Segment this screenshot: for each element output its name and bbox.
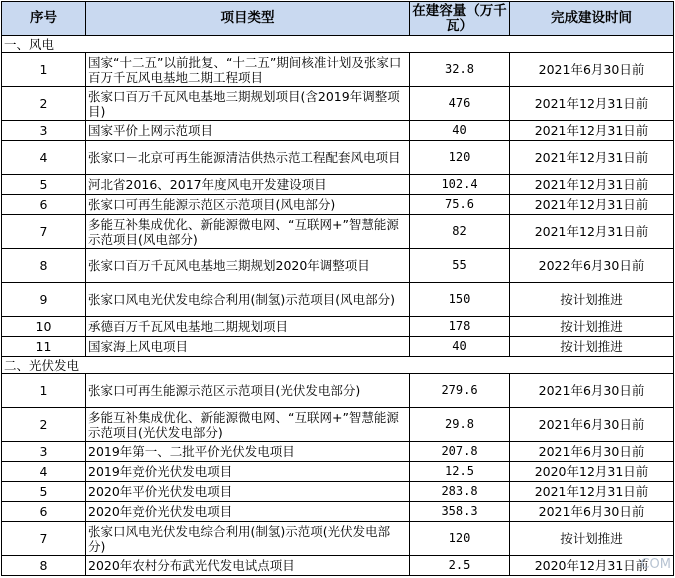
capacity-value: 283.8: [410, 482, 510, 502]
watermark: COM: [640, 557, 671, 572]
row-number: 7: [2, 522, 86, 556]
table-row: [2, 249, 674, 283]
table-row: [2, 175, 674, 195]
completion-date: 2021年12月31日前: [510, 121, 674, 141]
completion-date: 2021年12月31日前: [510, 195, 674, 215]
project-name: 2020年农村分布武光代发电试点项目: [86, 556, 410, 576]
completion-date: 2020年12月31日前: [510, 556, 674, 576]
row-number: 4: [2, 141, 86, 175]
section-row: [2, 36, 674, 53]
project-name: 2020年平价光伏发电项目: [86, 482, 410, 502]
row-number: 8: [2, 556, 86, 576]
row-number: 1: [2, 53, 86, 87]
project-name: 2019年竞价光伏发电项目: [86, 462, 410, 482]
completion-date: 按计划推进: [510, 337, 674, 357]
row-number: 3: [2, 121, 86, 141]
table-row: [2, 482, 674, 502]
section-title: 一、风电: [2, 36, 674, 53]
completion-date: 按计划推进: [510, 283, 674, 317]
completion-date: 2021年6月30日前: [510, 408, 674, 442]
capacity-value: 358.3: [410, 502, 510, 522]
completion-date: 按计划推进: [510, 317, 674, 337]
capacity-value: 120: [410, 141, 510, 175]
row-number: 5: [2, 482, 86, 502]
capacity-value: 476: [410, 87, 510, 121]
completion-date: 按计划推进: [510, 522, 674, 556]
project-name: 国家平价上网示范项目: [86, 121, 410, 141]
table-row: [2, 374, 674, 408]
project-name: 多能互补集成优化、新能源微电网、“互联网+”智慧能源示范项目(风电部分): [86, 215, 410, 249]
completion-date: 2021年12月31日前: [510, 215, 674, 249]
row-number: 2: [2, 87, 86, 121]
completion-date: 2021年6月30日前: [510, 374, 674, 408]
capacity-value: 12.5: [410, 462, 510, 482]
table-row: [2, 53, 674, 87]
completion-date: 2021年6月30日前: [510, 442, 674, 462]
project-name: 河北省2016、2017年度风电开发建设项目: [86, 175, 410, 195]
project-name: 张家口可再生能源示范区示范项目(风电部分): [86, 195, 410, 215]
row-number: 2: [2, 408, 86, 442]
capacity-value: 178: [410, 317, 510, 337]
section-title: 二、光伏发电: [2, 357, 674, 374]
capacity-value: 32.8: [410, 53, 510, 87]
header-name: 项目类型: [86, 2, 410, 36]
completion-date: 2021年12月31日前: [510, 175, 674, 195]
capacity-value: 40: [410, 337, 510, 357]
capacity-value: 207.8: [410, 442, 510, 462]
project-name: 承德百万千瓦风电基地二期规划项目: [86, 317, 410, 337]
header-capacity: 在建容量（万千瓦）: [410, 2, 510, 36]
project-name: 张家口风电光伏发电综合利用(制氢)示范项(光伏发电部分): [86, 522, 410, 556]
table-row: [2, 522, 674, 556]
table-row: [2, 87, 674, 121]
row-number: 6: [2, 502, 86, 522]
completion-date: 2021年6月30日前: [510, 53, 674, 87]
capacity-value: 75.6: [410, 195, 510, 215]
table-row: [2, 283, 674, 317]
capacity-value: 29.8: [410, 408, 510, 442]
table-row: [2, 317, 674, 337]
header-no: 序号: [2, 2, 86, 36]
row-number: 4: [2, 462, 86, 482]
projects-table: [1, 1, 674, 576]
completion-date: 2021年6月30日前: [510, 502, 674, 522]
table-row: [2, 502, 674, 522]
completion-date: 2020年12月31日前: [510, 462, 674, 482]
row-number: 3: [2, 442, 86, 462]
header-date: 完成建设时间: [510, 2, 674, 36]
project-name: 国家“十二五”以前批复、“十二五”期间核准计划及张家口百万千瓦风电基地二期工程项目: [86, 53, 410, 87]
table-row: [2, 215, 674, 249]
capacity-value: 120: [410, 522, 510, 556]
project-name: 2019年第一、二批平价光伏发电项目: [86, 442, 410, 462]
table-row: [2, 337, 674, 357]
project-name: 张家口百万千瓦风电基地三期规划项目(含2019年调整项目): [86, 87, 410, 121]
project-name: 张家口百万千瓦风电基地三期规划2020年调整项目: [86, 249, 410, 283]
row-number: 5: [2, 175, 86, 195]
row-number: 11: [2, 337, 86, 357]
capacity-value: 82: [410, 215, 510, 249]
table-row: [2, 195, 674, 215]
header-row: [2, 2, 674, 36]
capacity-value: 40: [410, 121, 510, 141]
capacity-value: 55: [410, 249, 510, 283]
row-number: 7: [2, 215, 86, 249]
table-row: [2, 121, 674, 141]
row-number: 10: [2, 317, 86, 337]
capacity-value: 279.6: [410, 374, 510, 408]
completion-date: 2021年12月31日前: [510, 87, 674, 121]
row-number: 1: [2, 374, 86, 408]
project-name: 2020年竞价光伏发电项目: [86, 502, 410, 522]
table-body: [2, 36, 674, 576]
completion-date: 2021年12月31日前: [510, 482, 674, 502]
section-row: [2, 357, 674, 374]
completion-date: 2022年6月30日前: [510, 249, 674, 283]
capacity-value: 2.5: [410, 556, 510, 576]
table-row: [2, 408, 674, 442]
project-name: 张家口－北京可再生能源清洁供热示范工程配套风电项目: [86, 141, 410, 175]
table-row: [2, 556, 674, 576]
project-name: 国家海上风电项目: [86, 337, 410, 357]
table-row: [2, 442, 674, 462]
row-number: 9: [2, 283, 86, 317]
project-name: 张家口风电光伏发电综合利用(制氢)示范项目(风电部分): [86, 283, 410, 317]
row-number: 8: [2, 249, 86, 283]
capacity-value: 150: [410, 283, 510, 317]
row-number: 6: [2, 195, 86, 215]
capacity-value: 102.4: [410, 175, 510, 195]
table-row: [2, 462, 674, 482]
project-name: 多能互补集成优化、新能源微电网、“互联网+”智慧能源示范项目(光伏发电部分): [86, 408, 410, 442]
completion-date: 2021年12月31日前: [510, 141, 674, 175]
project-name: 张家口可再生能源示范区示范项目(光伏发电部分): [86, 374, 410, 408]
table-row: [2, 141, 674, 175]
